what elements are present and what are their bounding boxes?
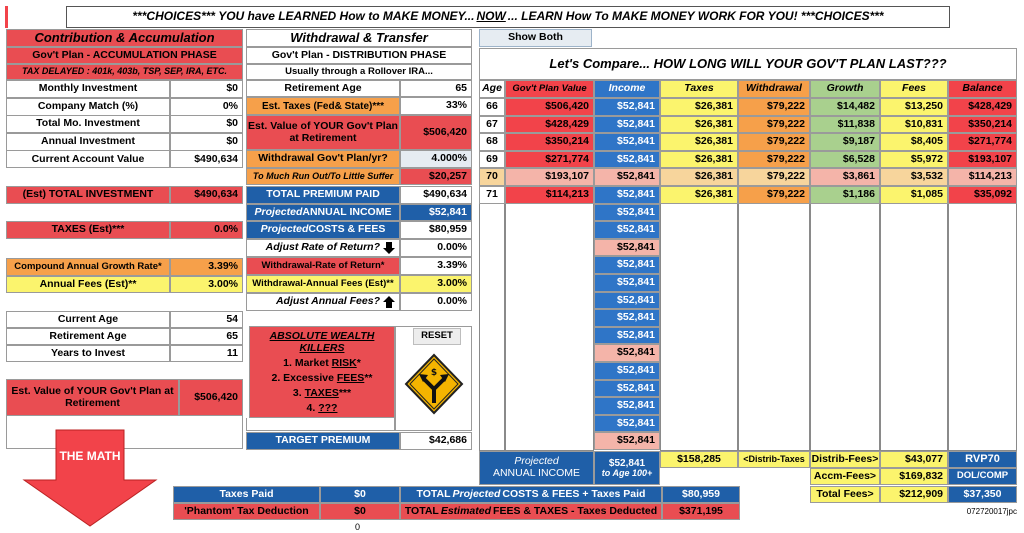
table-header-cell: Age bbox=[479, 80, 505, 98]
table-age-cell: 70 bbox=[479, 168, 505, 186]
adjust-fees-label bbox=[246, 293, 400, 311]
footer-code: 072720017jpc bbox=[966, 507, 1017, 516]
table-cell: $193,107 bbox=[505, 168, 594, 186]
dol-comp-badge: DOL/COMP bbox=[948, 468, 1017, 485]
total-estimated-value: $371,195 bbox=[662, 503, 740, 520]
zero-mark: 0 bbox=[355, 522, 361, 532]
killer-suffix: ** bbox=[364, 372, 373, 384]
table-cell: $9,187 bbox=[810, 133, 880, 151]
banner-text-1: ***CHOICES*** YOU have LEARNED How to MAKE MONEY... bbox=[132, 9, 475, 24]
proj-costs-label-2: COSTS & FEES bbox=[308, 223, 386, 236]
taxes-value[interactable]: 0.0% bbox=[170, 221, 243, 239]
income-cell: $52,841 bbox=[594, 344, 660, 362]
mid-est-value-label: Est. Value of YOUR Gov't Plan at Retirement bbox=[246, 115, 400, 150]
target-premium-value: $42,686 bbox=[400, 432, 472, 450]
table-cell: $350,214 bbox=[948, 116, 1017, 134]
table-cell: $26,381 bbox=[660, 186, 738, 204]
table-cell: $52,841 bbox=[594, 151, 660, 169]
annual-fees-value[interactable]: 3.00% bbox=[170, 276, 243, 293]
table-cell: $1,085 bbox=[880, 186, 948, 204]
to-age-label: to Age 100+ bbox=[601, 467, 653, 478]
projected-income-value: $52,841 bbox=[608, 457, 646, 469]
mid-retirement-age-label: Retirement Age bbox=[246, 80, 400, 97]
income-cell: $52,841 bbox=[594, 292, 660, 310]
table-cell: $79,222 bbox=[738, 168, 810, 186]
total-proj-b: Projected bbox=[452, 487, 501, 500]
table-cell: $1,186 bbox=[810, 186, 880, 204]
table-cell: $52,841 bbox=[594, 98, 660, 116]
income-cell: $52,841 bbox=[594, 256, 660, 274]
table-cell: $350,214 bbox=[505, 133, 594, 151]
proj-costs-label-1: Projected bbox=[260, 223, 309, 236]
killer-word: RISK bbox=[331, 357, 357, 369]
total-fees-label: Total Fees> bbox=[810, 486, 880, 503]
killers-spacer bbox=[246, 418, 395, 431]
left-row-value: $0 bbox=[170, 115, 243, 133]
table-cell: $8,405 bbox=[880, 133, 948, 151]
the-math-label: THE MATH bbox=[59, 449, 121, 464]
total-projected-costs-label bbox=[400, 486, 662, 503]
table-cell: $14,482 bbox=[810, 98, 880, 116]
wd-return-label: Withdrawal-Rate of Return* bbox=[246, 257, 400, 275]
table-cell: $114,213 bbox=[505, 186, 594, 204]
killer-number: 4. bbox=[306, 402, 319, 414]
table-cell: $271,774 bbox=[505, 151, 594, 169]
table-cell: $6,528 bbox=[810, 151, 880, 169]
years-to-invest-value: 11 bbox=[170, 345, 243, 362]
target-premium-label: TARGET PREMIUM bbox=[246, 432, 400, 450]
wd-fees-value: 3.00% bbox=[400, 275, 472, 293]
runout-label: To Much Run Out/To Little Suffer bbox=[246, 168, 400, 185]
proj-income-label-2: ANNUAL INCOME bbox=[302, 205, 392, 218]
withdrawal-rate-label: Withdrawal Gov't Plan/yr? bbox=[246, 150, 400, 168]
adjust-return-label bbox=[246, 239, 400, 257]
income-cell: $52,841 bbox=[594, 309, 660, 327]
est-taxes-label: Est. Taxes (Fed& State)*** bbox=[246, 97, 400, 115]
table-cell: $26,381 bbox=[660, 151, 738, 169]
total-investment-value: $490,634 bbox=[170, 186, 243, 204]
left-est-value-value: $506,420 bbox=[179, 379, 243, 416]
table-cell: $52,841 bbox=[594, 168, 660, 186]
taxes-paid-value: $0 bbox=[320, 486, 400, 503]
table-cell: $428,429 bbox=[505, 116, 594, 134]
accm-fees-label: Accm-Fees> bbox=[810, 468, 880, 485]
left-row-label: Company Match (%) bbox=[6, 98, 170, 116]
income-cell: $52,841 bbox=[594, 239, 660, 257]
current-age-value[interactable]: 54 bbox=[170, 311, 243, 328]
income-cell: $52,841 bbox=[594, 362, 660, 380]
table-cell: $3,532 bbox=[880, 168, 948, 186]
total-fees-value: $212,909 bbox=[880, 486, 948, 503]
table-age-cell: 71 bbox=[479, 186, 505, 204]
total-estimated-label bbox=[400, 503, 662, 520]
cagr-value[interactable]: 3.39% bbox=[170, 258, 243, 276]
retirement-age-value[interactable]: 65 bbox=[170, 328, 243, 345]
svg-text:$: $ bbox=[430, 368, 438, 378]
distribution-phase: Gov't Plan - DISTRIBUTION PHASE bbox=[246, 47, 472, 64]
rollover-note: Usually through a Rollover IRA... bbox=[246, 64, 472, 80]
table-cell: $26,381 bbox=[660, 98, 738, 116]
total-premium-label: TOTAL PREMIUM PAID bbox=[246, 186, 400, 204]
total-investment-label: (Est) TOTAL INVESTMENT bbox=[6, 186, 170, 204]
taxes-label: TAXES (Est)*** bbox=[6, 221, 170, 239]
income-cell: $52,841 bbox=[594, 274, 660, 292]
left-row-value[interactable]: $0 bbox=[170, 80, 243, 98]
table-header-cell: Withdrawal bbox=[738, 80, 810, 98]
table-cell: $52,841 bbox=[594, 133, 660, 151]
left-row-label: Annual Investment bbox=[6, 133, 170, 151]
retirement-age-label: Retirement Age bbox=[6, 328, 170, 345]
income-cell: $52,841 bbox=[594, 432, 660, 450]
wealth-killer-item bbox=[250, 387, 394, 399]
table-header-cell: Growth bbox=[810, 80, 880, 98]
table-header-cell: Gov't Plan Value bbox=[505, 80, 594, 98]
wealth-killers-box bbox=[249, 326, 395, 418]
killer-suffix: * bbox=[356, 357, 361, 369]
total-est-b: Estimated bbox=[440, 504, 492, 517]
wealth-killer-item bbox=[250, 402, 394, 414]
killer-number: 3. bbox=[292, 387, 305, 399]
total-projected-costs-value: $80,959 bbox=[662, 486, 740, 503]
table-cell: $10,831 bbox=[880, 116, 948, 134]
taxes-total: $158,285 bbox=[660, 451, 738, 468]
left-row-label: Total Mo. Investment bbox=[6, 115, 170, 133]
table-age-cell: 69 bbox=[479, 151, 505, 169]
killer-suffix: *** bbox=[338, 387, 352, 399]
table-age-cell: 66 bbox=[479, 98, 505, 116]
total-premium-value: $490,634 bbox=[400, 186, 472, 204]
annual-fees-label: Annual Fees (Est)** bbox=[6, 276, 170, 293]
banner-text-2: ... LEARN How To MAKE MONEY WORK FOR YOU! ***CHOICES*** bbox=[507, 9, 884, 24]
projected-label: Projected bbox=[514, 455, 559, 468]
table-cell: $26,381 bbox=[660, 133, 738, 151]
table-cell: $3,861 bbox=[810, 168, 880, 186]
income-cell: $52,841 bbox=[594, 221, 660, 239]
income-cell: $52,841 bbox=[594, 415, 660, 433]
current-age-label: Current Age bbox=[6, 311, 170, 328]
table-cell: $52,841 bbox=[594, 116, 660, 134]
est-taxes-value[interactable]: 33% bbox=[400, 97, 472, 115]
phantom-tax-value: $0 bbox=[320, 503, 400, 520]
table-header-cell: Income bbox=[594, 80, 660, 98]
reset-button[interactable]: RESET bbox=[413, 328, 461, 345]
accumulation-phase: Gov't Plan - ACCUMULATION PHASE bbox=[6, 47, 243, 64]
compare-title: Let's Compare... HOW LONG WILL YOUR GOV'T PLAN LAST??? bbox=[479, 48, 1017, 80]
projected-annual-income-label bbox=[479, 451, 594, 485]
taxes-paid-label: Taxes Paid bbox=[173, 486, 320, 503]
proj-income-value: $52,841 bbox=[400, 204, 472, 221]
income-cell: $52,841 bbox=[594, 380, 660, 398]
contribution-title: Contribution & Accumulation bbox=[6, 29, 243, 47]
phantom-tax-label: 'Phantom' Tax Deduction bbox=[173, 503, 320, 520]
table-header-cell: Fees bbox=[880, 80, 948, 98]
proj-costs-value: $80,959 bbox=[400, 221, 472, 239]
projected-income-summary bbox=[594, 451, 660, 485]
accm-fees-value: $169,832 bbox=[880, 468, 948, 485]
withdrawal-rate-value[interactable]: 4.000% bbox=[400, 150, 472, 168]
table-cell: $5,972 bbox=[880, 151, 948, 169]
mid-retirement-age-value: 65 bbox=[400, 80, 472, 97]
table-cell: $271,774 bbox=[948, 133, 1017, 151]
table-age-cell: 67 bbox=[479, 116, 505, 134]
show-both-button[interactable]: Show Both bbox=[479, 29, 592, 47]
proj-income-label-1: Projected bbox=[254, 205, 303, 218]
distrib-fees-label: Distrib-Fees> bbox=[810, 451, 880, 468]
fork-road-sign-icon bbox=[404, 353, 464, 415]
table-age-cell: 68 bbox=[479, 133, 505, 151]
wealth-killer-item bbox=[250, 357, 394, 369]
distrib-taxes-label: <Distrib-Taxes bbox=[738, 451, 810, 468]
withdrawal-title: Withdrawal & Transfer bbox=[246, 29, 472, 47]
adjust-return-text: Adjust Rate of Return? bbox=[265, 241, 380, 254]
adjust-fees-text: Adjust Annual Fees? bbox=[275, 295, 380, 308]
killer-number: 1. Market bbox=[283, 357, 332, 369]
killer-word: FEES bbox=[336, 372, 365, 384]
left-row-label: Current Account Value bbox=[6, 150, 170, 168]
total-proj-a: TOTAL bbox=[416, 487, 451, 500]
adjust-fees-value[interactable]: 0.00% bbox=[400, 293, 472, 311]
killer-word: ??? bbox=[318, 402, 338, 414]
table-cell: $114,213 bbox=[948, 168, 1017, 186]
table-cell: $506,420 bbox=[505, 98, 594, 116]
table-cell: $79,222 bbox=[738, 116, 810, 134]
annual-income-label: ANNUAL INCOME bbox=[492, 467, 581, 479]
table-header-cell: Balance bbox=[948, 80, 1017, 98]
wd-fees-label: Withdrawal-Annual Fees (Est)** bbox=[246, 275, 400, 293]
table-cell: $79,222 bbox=[738, 151, 810, 169]
table-cell: $52,841 bbox=[594, 186, 660, 204]
left-row-value: $490,634 bbox=[170, 150, 243, 168]
cagr-label: Compound Annual Growth Rate* bbox=[6, 258, 170, 276]
table-cell: $428,429 bbox=[948, 98, 1017, 116]
mid-est-value-value: $506,420 bbox=[400, 115, 472, 150]
tax-delayed-note: TAX DELAYED : 401k, 403b, TSP, SEP, IRA, ETC. bbox=[6, 64, 243, 80]
top-banner bbox=[66, 6, 950, 28]
table-header-cell: Taxes bbox=[660, 80, 738, 98]
table-cell: $79,222 bbox=[738, 186, 810, 204]
income-cell: $52,841 bbox=[594, 204, 660, 222]
wealth-killer-item bbox=[250, 372, 394, 384]
years-to-invest-label: Years to Invest bbox=[6, 345, 170, 362]
banner-now: NOW bbox=[476, 9, 506, 24]
left-row-value[interactable]: 0% bbox=[170, 98, 243, 116]
wealth-killers-list bbox=[250, 357, 394, 414]
table-cell: $11,838 bbox=[810, 116, 880, 134]
total-proj-c: COSTS & FEES + Taxes Paid bbox=[502, 487, 646, 500]
table-cell: $13,250 bbox=[880, 98, 948, 116]
adjust-return-value[interactable]: 0.00% bbox=[400, 239, 472, 257]
table-cell: $35,092 bbox=[948, 186, 1017, 204]
proj-income-label bbox=[246, 204, 400, 221]
wd-return-value: 3.39% bbox=[400, 257, 472, 275]
left-row-label: Monthly Investment bbox=[6, 80, 170, 98]
income-cell: $52,841 bbox=[594, 397, 660, 415]
rvp-badge: RVP70 bbox=[948, 451, 1017, 468]
table-cell: $79,222 bbox=[738, 98, 810, 116]
killer-number: 2. Excessive bbox=[271, 372, 337, 384]
killer-word: TAXES bbox=[304, 387, 339, 399]
distrib-fees-value: $43,077 bbox=[880, 451, 948, 468]
banner-left-marker bbox=[5, 6, 8, 28]
wealth-killers-title: ABSOLUTE WEALTH KILLERS bbox=[269, 330, 375, 354]
proj-costs-label bbox=[246, 221, 400, 239]
left-est-value-label: Est. Value of YOUR Gov't Plan at Retirement bbox=[6, 379, 179, 416]
total-est-c: FEES & TAXES - Taxes Deducted bbox=[493, 504, 658, 517]
arrow-up-icon[interactable] bbox=[383, 296, 395, 308]
runout-value: $20,257 bbox=[400, 168, 472, 185]
income-cell: $52,841 bbox=[594, 327, 660, 345]
table-cell: $26,381 bbox=[660, 116, 738, 134]
table-cell: $193,107 bbox=[948, 151, 1017, 169]
table-cell: $26,381 bbox=[660, 168, 738, 186]
total-est-a: TOTAL bbox=[404, 504, 439, 517]
table-cell: $79,222 bbox=[738, 133, 810, 151]
total-fees-extra: $37,350 bbox=[948, 486, 1017, 503]
arrow-down-icon[interactable] bbox=[383, 242, 395, 254]
left-row-value: $0 bbox=[170, 133, 243, 151]
